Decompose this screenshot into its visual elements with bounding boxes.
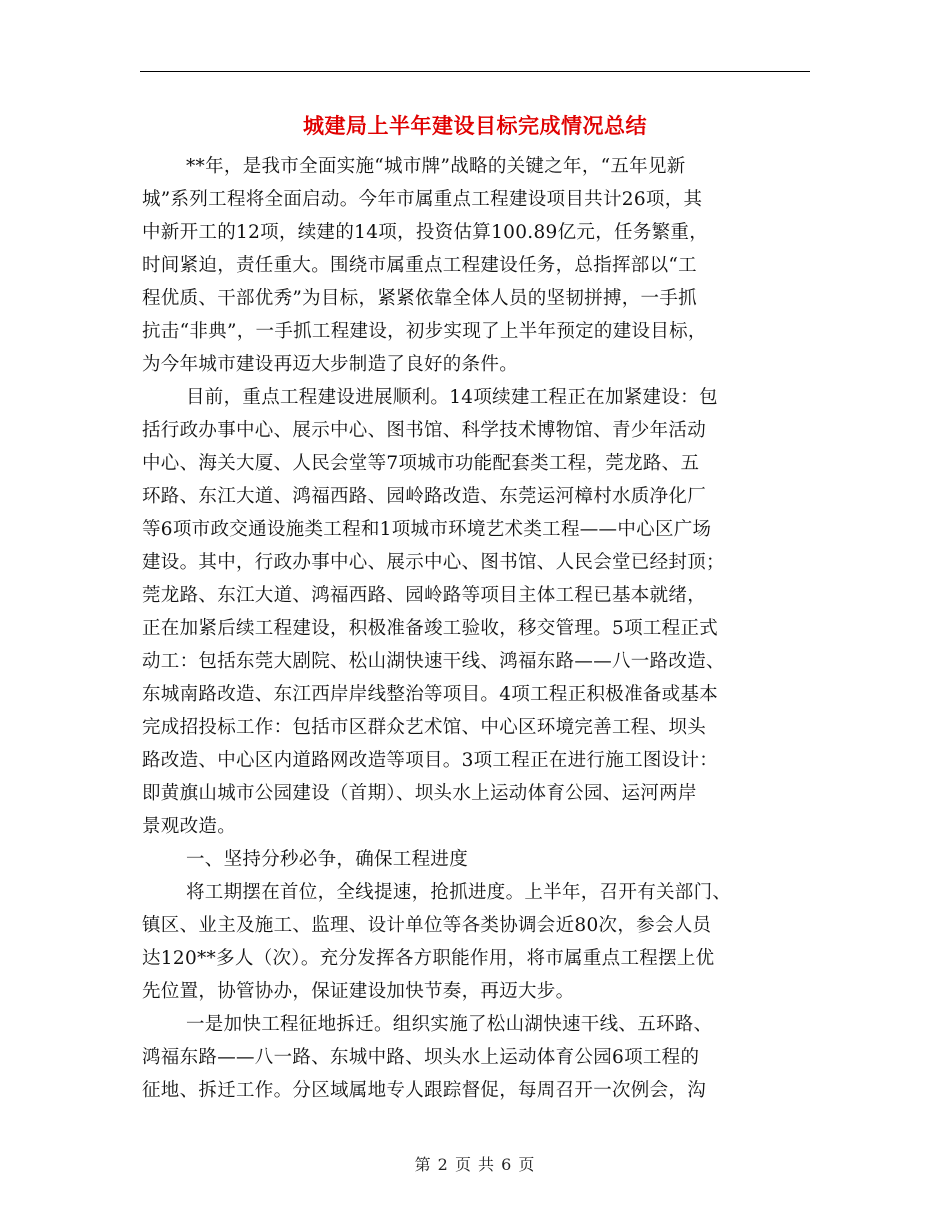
text-line: 鸿福东路——八一路、东城中路、坝头水上运动体育公园6项工程的 [142, 1047, 700, 1068]
text-line: 正在加紧后续工程建设，积极准备竣工验收，移交管理。5项工程正式 [142, 618, 719, 639]
text-line: 征地、拆迁工作。分区域属地专人跟踪督促，每周召开一次例会，沟 [142, 1080, 707, 1101]
text-line: 中新开工的12项，续建的14项，投资估算100.89亿元，任务繁重， [142, 222, 709, 243]
text-line: 景观改造。 [142, 816, 237, 837]
text-line: 抗击“非典”，一手抓工程建设，初步实现了上半年预定的建设目标， [142, 321, 707, 342]
text-line: 目前，重点工程建设进展顺利。14项续建工程正在加紧建设：包 [186, 387, 718, 408]
text-line: 路改造、中心区内道路网改造等项目。3项工程正在进行施工图设计： [142, 750, 719, 771]
text-line: 东城南路改造、东江西岸岸线整治等项目。4项工程正积极准备或基本 [142, 684, 719, 705]
text-line: 先位置，协管协办，保证建设加快节奏，再迈大步。 [142, 981, 575, 1002]
document-title: 城建局上半年建设目标完成情况总结 [303, 113, 647, 138]
text-line: 为今年城市建设再迈大步制造了良好的条件。 [142, 354, 519, 375]
text-line: 镇区、业主及施工、监理、设计单位等各类协调会近80次，参会人员 [142, 915, 712, 936]
text-line: 完成招投标工作：包括市区群众艺术馆、中心区环境完善工程、坝头 [142, 717, 707, 738]
document-body [142, 150, 810, 1107]
text-line: 建设。其中，行政办事中心、展示中心、图书馆、人民会堂已经封顶； [142, 552, 725, 573]
text-line: 中心、海关大厦、人民会堂等7项城市功能配套类工程，莞龙路、五 [142, 453, 700, 474]
text-line: 环路、东江大道、鸿福西路、园岭路改造、东莞运河樟村水质净化厂 [142, 486, 707, 507]
section-heading: 一、坚持分秒必争，确保工程进度 [186, 849, 469, 870]
text-line: **年，是我市全面实施“城市牌”战略的关键之年，“五年见新 [186, 156, 686, 177]
text-line: 即黄旗山城市公园建设（首期）、坝头水上运动体育公园、运河两岸 [142, 783, 697, 804]
text-line: 城”系列工程将全面启动。今年市属重点工程建设项目共计26项，其 [142, 189, 703, 210]
text-line: 将工期摆在首位，全线提速，抢抓进度。上半年，召开有关部门、 [186, 882, 732, 903]
text-line: 莞龙路、东江大道、鸿福西路、园岭路等项目主体工程已基本就绪， [142, 585, 707, 606]
text-line: 等6项市政交通设施类工程和1项城市环境艺术类工程——中心区广场 [142, 519, 712, 540]
text-line: 动工：包括东莞大剧院、松山湖快速干线、鸿福东路——八一路改造、 [142, 651, 725, 672]
text-line: 括行政办事中心、展示中心、图书馆、科学技术博物馆、青少年活动 [142, 420, 707, 441]
text-line: 程优质、干部优秀”为目标，紧紧依靠全体人员的坚韧拼搏，一手抓 [142, 288, 697, 309]
text-line: 达120**多人（次）。充分发挥各方职能作用，将市属重点工程摆上优 [142, 948, 715, 969]
page-number: 第 2 页 共 6 页 [414, 1155, 536, 1174]
header-rule [140, 71, 810, 72]
text-line: 时间紧迫，责任重大。围绕市属重点工程建设任务，总指挥部以“工 [142, 255, 697, 276]
text-line: 一是加快工程征地拆迁。组织实施了松山湖快速干线、五环路、 [186, 1014, 713, 1035]
